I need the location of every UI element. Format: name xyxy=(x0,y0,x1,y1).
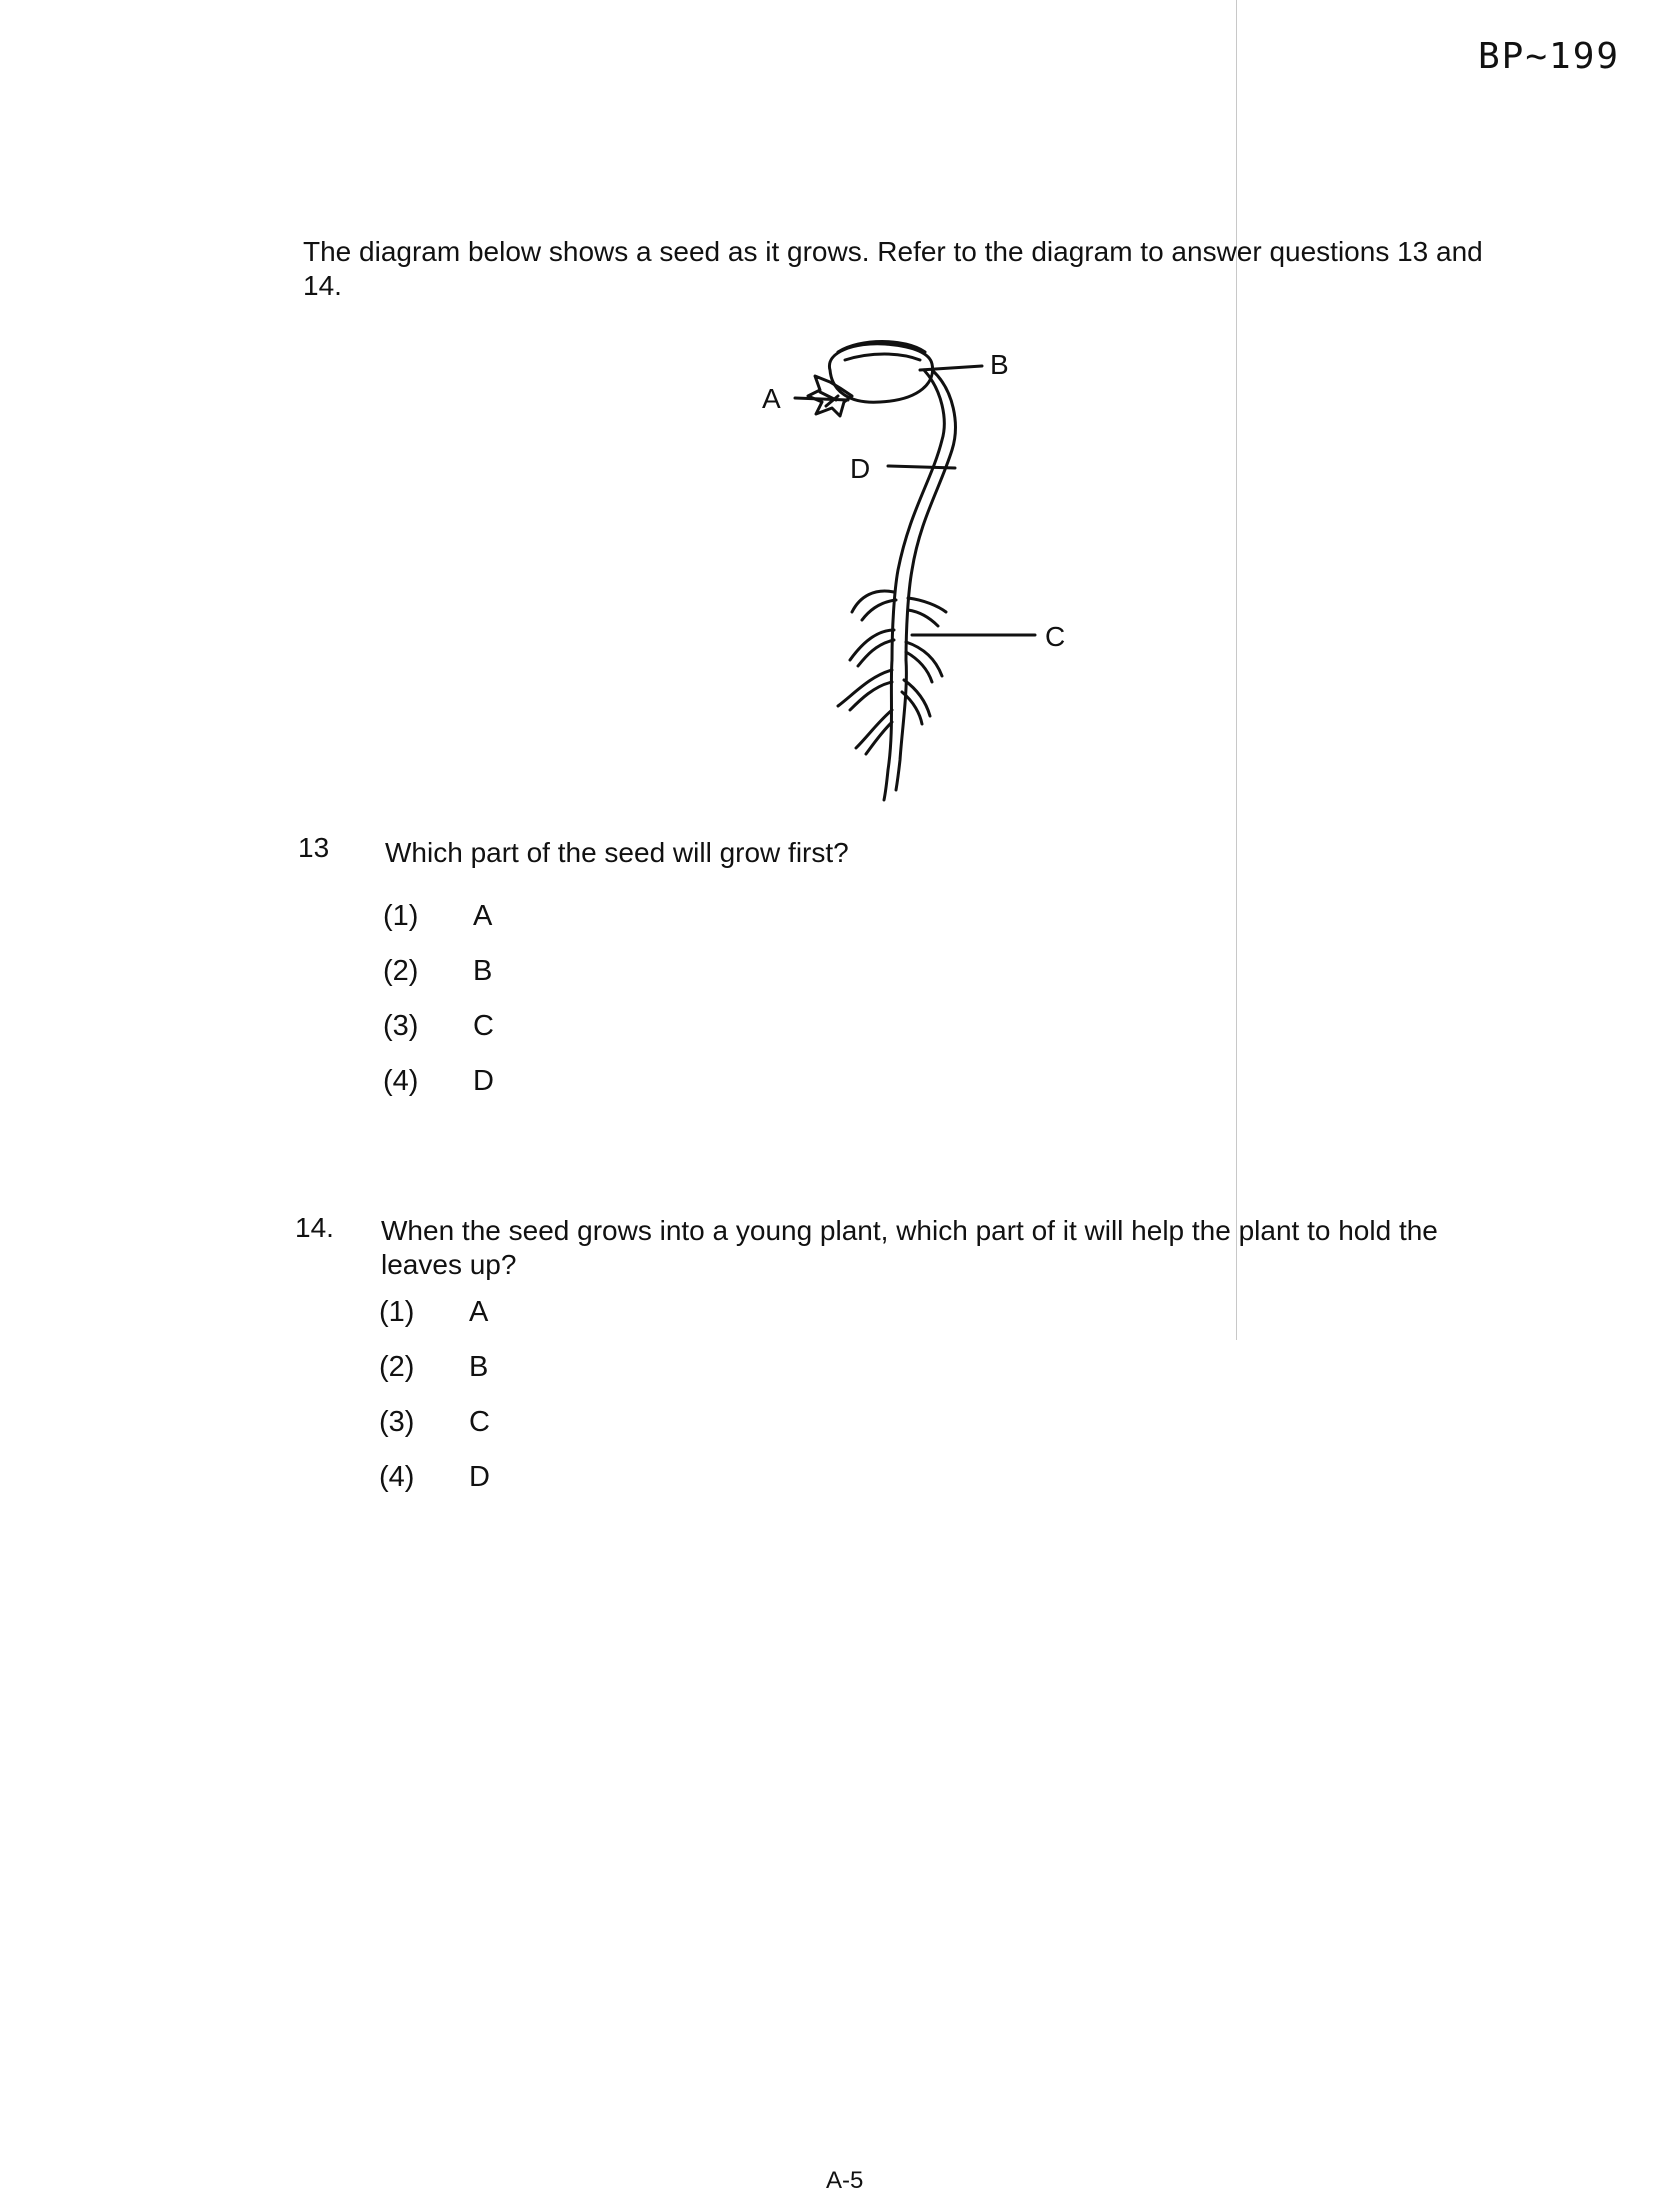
option-row xyxy=(383,1010,494,1065)
leader-line-d xyxy=(888,466,955,468)
label-b: B xyxy=(990,349,1009,380)
lateral-root xyxy=(838,670,892,710)
option-label: C xyxy=(473,1010,494,1042)
option-row xyxy=(379,1351,490,1406)
question-13-number: 13 xyxy=(298,832,330,863)
question-14-number: 14. xyxy=(295,1212,334,1243)
option-number: (4) xyxy=(379,1461,415,1493)
lateral-root xyxy=(856,710,892,754)
option-number: (3) xyxy=(379,1406,415,1438)
label-a: A xyxy=(762,383,781,414)
option-row xyxy=(379,1406,490,1461)
option-label: A xyxy=(473,900,493,932)
seedling-diagram xyxy=(680,330,1100,820)
question-13-text: Which part of the seed will grow first? xyxy=(385,837,849,868)
option-label: D xyxy=(473,1065,494,1097)
scan-artifact-line xyxy=(1236,0,1237,1340)
leader-line-b xyxy=(920,366,982,370)
seed-coat-inner xyxy=(845,354,920,360)
lateral-root xyxy=(852,591,896,620)
leader-line-a xyxy=(795,398,848,400)
seed-cotyledon xyxy=(829,344,932,402)
lateral-root xyxy=(850,630,894,666)
option-label: B xyxy=(469,1351,489,1383)
option-label: B xyxy=(473,955,493,987)
seedling-stem xyxy=(892,370,944,660)
intro-text: The diagram below shows a seed as it grows. Refer to the diagram to answer questions 13 and 14. xyxy=(303,236,1483,301)
option-number: (1) xyxy=(383,900,419,932)
question-14-options xyxy=(379,1296,490,1516)
question-13-options xyxy=(383,900,494,1120)
option-row xyxy=(383,955,494,1010)
option-label: A xyxy=(469,1296,489,1328)
question-14-text: When the seed grows into a young plant, which part of it will help the plant to hold the leaves up? xyxy=(381,1215,1438,1280)
option-row xyxy=(379,1461,490,1516)
option-number: (1) xyxy=(379,1296,415,1328)
option-row xyxy=(383,1065,494,1120)
option-number: (3) xyxy=(383,1010,419,1042)
label-c: C xyxy=(1045,621,1066,652)
option-number: (2) xyxy=(379,1351,415,1383)
label-d: D xyxy=(850,453,871,484)
lateral-root xyxy=(908,598,946,626)
page-number: A-5 xyxy=(826,2167,864,2194)
option-row xyxy=(383,900,494,955)
page-code: BP~199 xyxy=(1478,36,1621,77)
option-label: C xyxy=(469,1406,490,1438)
lateral-root xyxy=(906,642,942,682)
option-row xyxy=(379,1296,490,1351)
option-label: D xyxy=(469,1461,490,1493)
option-number: (4) xyxy=(383,1065,419,1097)
option-number: (2) xyxy=(383,955,419,987)
